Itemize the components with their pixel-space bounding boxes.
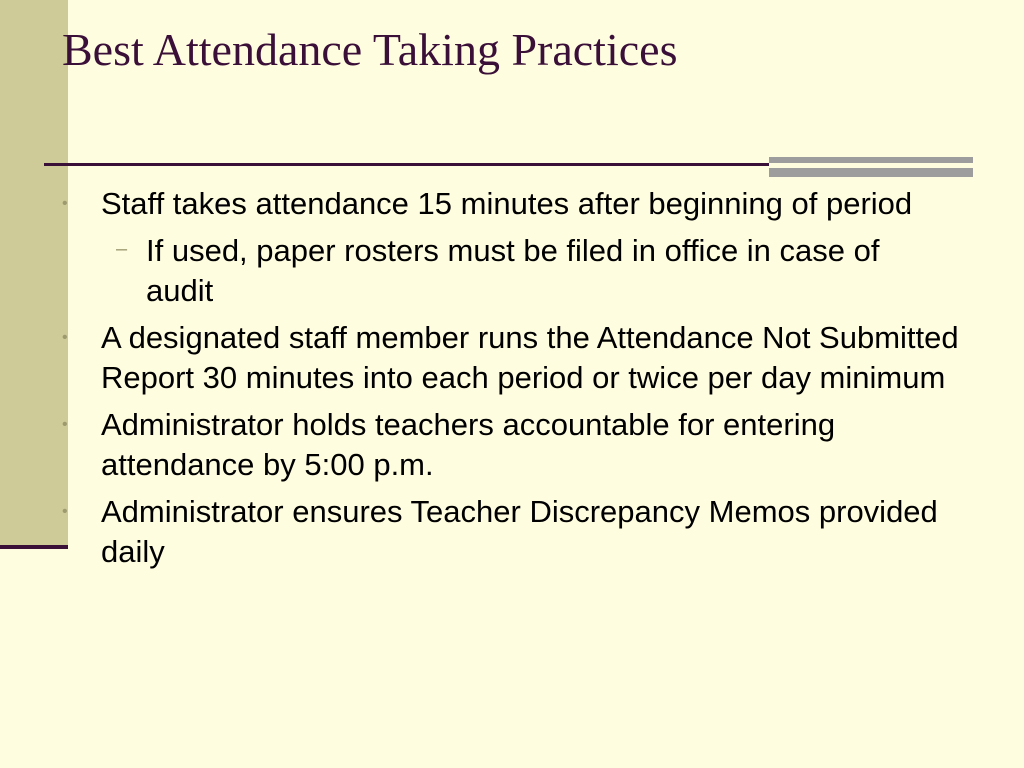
bullet-list (0, 184, 1024, 579)
bullet-text: A designated staff member runs the Attendance Not Submitted Report 30 minutes into each period or twice per day minimum (101, 320, 959, 395)
bullet-text: Staff takes attendance 15 minutes after beginning of period (101, 186, 913, 221)
bullet-item (0, 492, 971, 572)
bullet-dash-icon: – (116, 238, 128, 260)
bullet-item (0, 184, 971, 224)
sub-bullet-item (0, 231, 906, 311)
slide-title: Best Attendance Taking Practices (62, 24, 678, 75)
title-accent-bar (769, 157, 973, 163)
title-accent-bar-lower (769, 168, 973, 177)
bullet-dot-icon: • (62, 503, 68, 520)
bullet-dot-icon: • (62, 329, 68, 346)
bullet-item (0, 405, 971, 485)
bullet-item (0, 318, 971, 398)
title-underline (44, 163, 769, 166)
bullet-dot-icon: • (62, 195, 68, 212)
sub-bullet-text: If used, paper rosters must be filed in office in case of audit (146, 233, 880, 308)
bullet-text: Administrator ensures Teacher Discrepancy Memos provided daily (101, 494, 938, 569)
bullet-dot-icon: • (62, 416, 68, 433)
bullet-text: Administrator holds teachers accountable for entering attendance by 5:00 p.m. (101, 407, 836, 482)
